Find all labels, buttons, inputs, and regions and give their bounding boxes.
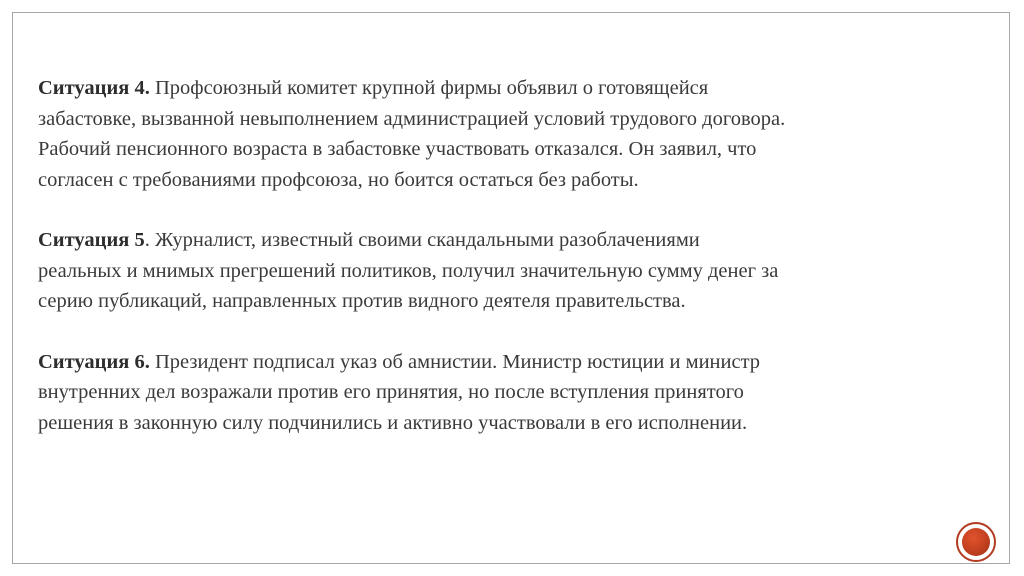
red-circle-inner — [962, 528, 990, 556]
situation-text: . Журналист, известный своими скандальными разоблачениями — [144, 229, 700, 251]
situation-5 — [38, 225, 988, 317]
situation-line: забастовке, вызванной невыполнением администрацией условий трудового договора. — [38, 107, 786, 130]
red-circle-icon — [956, 522, 996, 562]
situation-line: серию публикаций, направленных против видного деятеля правительства. — [38, 290, 686, 312]
situation-line: решения в законную силу подчинились и активно участвовали в его исполнении. — [38, 411, 748, 434]
situation-6 — [38, 347, 988, 439]
situation-line: внутренних дел возражали против его принятия, но после вступления принятого — [38, 381, 744, 403]
situation-heading: Ситуация 5 — [38, 229, 145, 251]
situation-text: Президент подписал указ об амнистии. Министр юстиции и министр — [149, 350, 761, 373]
situation-line: Рабочий пенсионного возраста в забастовке участвовать отказался. Он заявил, что — [38, 138, 757, 160]
situation-heading: Ситуация 4. — [38, 77, 150, 99]
situation-line — [38, 73, 988, 104]
situation-heading: Ситуация 6. — [38, 350, 150, 373]
situation-line — [38, 347, 988, 378]
situation-line — [38, 225, 988, 256]
situation-line: согласен с требованиями профсоюза, но боится остаться без работы. — [38, 168, 639, 191]
slide-content — [38, 73, 988, 468]
situation-text: Профсоюзный комитет крупной фирмы объявил о готовящейся — [149, 77, 709, 99]
situation-4 — [38, 73, 988, 195]
situation-line: реальных и мнимых прегрешений политиков, получил значительную сумму денег за — [38, 259, 779, 282]
